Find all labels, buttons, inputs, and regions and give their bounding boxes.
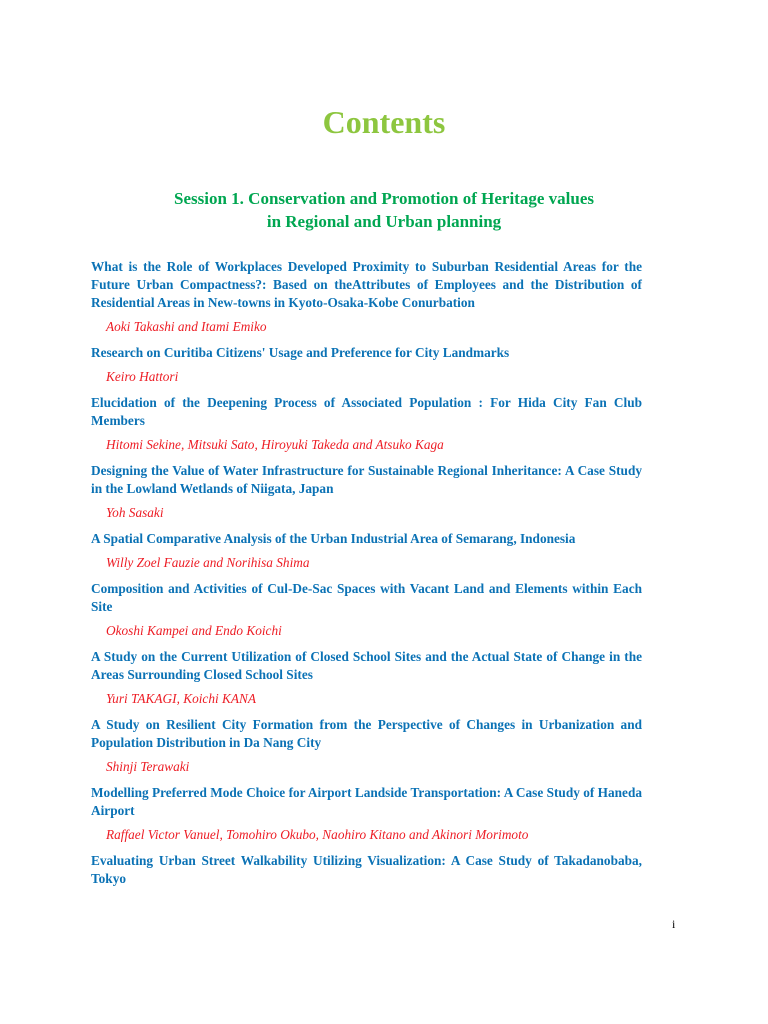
entry-authors: Willy Zoel Fauzie and Norihisa Shima (106, 555, 310, 570)
page-number: i (672, 917, 676, 931)
session-heading (0, 187, 768, 233)
entry-authors: Okoshi Kampei and Endo Koichi (106, 623, 282, 638)
contents-list (91, 258, 642, 888)
entry-authors: Hitomi Sekine, Mitsuki Sato, Hiroyuki Takeda and Atsuko Kaga (106, 437, 444, 452)
entry-title[interactable]: A Spatial Comparative Analysis of the Urban Industrial Area of Semarang, Indonesia (91, 531, 576, 546)
entry-title[interactable]: A Study on the Current Utilization of Closed School Sites and the Actual State of Change in the Areas Surrounding Closed School Sites (91, 649, 642, 682)
contents-entry (91, 258, 642, 336)
entry-title[interactable]: Research on Curitiba Citizens' Usage and Preference for City Landmarks (91, 345, 510, 360)
session-heading-line-2: in Regional and Urban planning (266, 212, 502, 231)
session-heading-line-1: Session 1. Conservation and Promotion of Heritage values (174, 189, 594, 208)
contents-entry (91, 784, 642, 844)
entry-title[interactable]: Modelling Preferred Mode Choice for Airport Landside Transportation: A Case Study of Haneda Airport (91, 785, 642, 818)
entry-authors: Yuri TAKAGI, Koichi KANA (106, 691, 256, 706)
entry-authors: Aoki Takashi and Itami Emiko (106, 319, 267, 334)
entry-title[interactable]: Evaluating Urban Street Walkability Utilizing Visualization: A Case Study of Takadanobaba, Tokyo (91, 853, 642, 886)
entry-title[interactable]: Elucidation of the Deepening Process of Associated Population : For Hida City Fan Club Members (91, 395, 642, 428)
contents-entry (91, 344, 642, 386)
entry-title[interactable]: Composition and Activities of Cul-De-Sac Spaces with Vacant Land and Elements within Each Site (91, 581, 642, 614)
page-title: Contents (322, 104, 446, 140)
entry-authors: Keiro Hattori (106, 369, 179, 384)
entry-title[interactable]: A Study on Resilient City Formation from the Perspective of Changes in Urbanization and Population Distribution in Da Nang City (91, 717, 642, 750)
contents-entry (91, 716, 642, 776)
contents-entry (91, 648, 642, 708)
contents-entry (91, 852, 642, 888)
entry-authors: Shinji Terawaki (106, 759, 190, 774)
contents-entry (91, 462, 642, 522)
entry-authors: Raffael Victor Vanuel, Tomohiro Okubo, Naohiro Kitano and Akinori Morimoto (106, 827, 529, 842)
contents-entry (91, 580, 642, 640)
entry-title[interactable]: Designing the Value of Water Infrastructure for Sustainable Regional Inheritance: A Case Study in the Lowland Wetlands of Niigata, Japan (91, 463, 642, 496)
contents-entry (91, 394, 642, 454)
entry-authors: Yoh Sasaki (106, 505, 164, 520)
contents-entry (91, 530, 642, 572)
entry-title[interactable]: What is the Role of Workplaces Developed Proximity to Suburban Residential Areas for the Future Urban Compactness?: Based on theAttributes of Employees and the Distribution of Residential Areas in New-towns in Kyoto-Osaka-Kobe Conurbation (91, 259, 642, 310)
